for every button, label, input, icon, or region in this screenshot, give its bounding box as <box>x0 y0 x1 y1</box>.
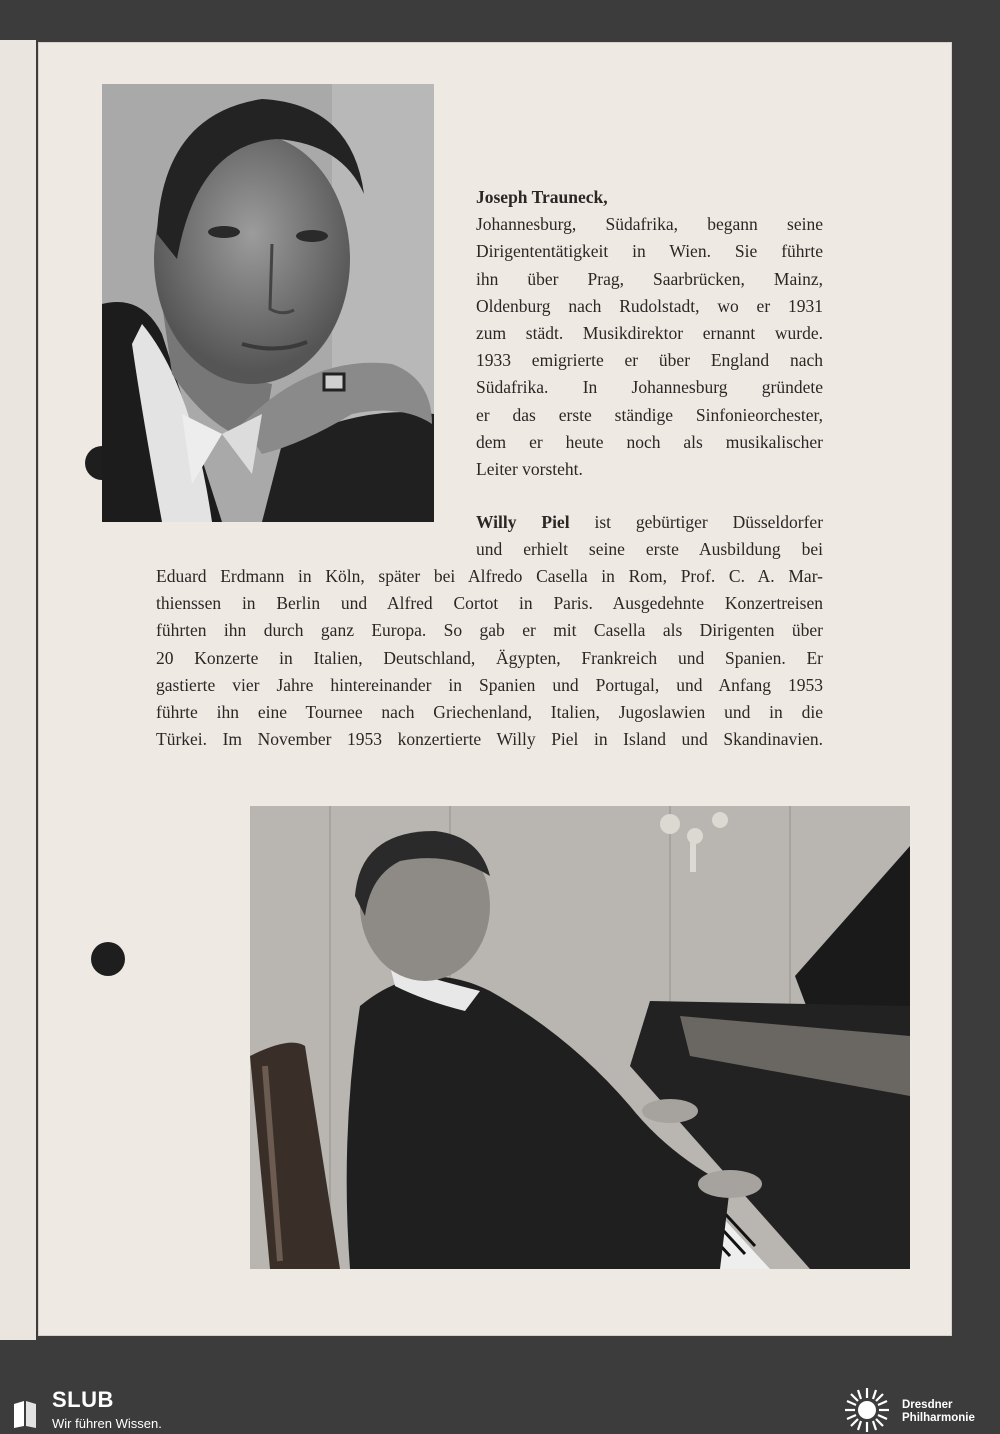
bio-trauneck-line: dem er heute noch als musikalischer <box>476 431 823 452</box>
bio-piel-first-line <box>476 509 823 536</box>
portrait-photo-trauneck <box>102 84 434 522</box>
bio-piel-line: thienssen in Berlin und Alfred Cortot in Paris. Ausgedehnte Konzertreisen <box>156 593 823 614</box>
dresdner-philharmonie-sunburst-icon[interactable] <box>842 1386 892 1434</box>
bio-trauneck <box>476 184 823 483</box>
left-page-edge <box>0 40 36 1340</box>
bio-piel-line: Eduard Erdmann in Köln, später bei Alfredo Casella in Rom, Prof. C. A. Mar- <box>156 566 823 586</box>
piano-scene-drawing <box>250 806 910 1269</box>
bio-trauneck-name: Joseph Trauneck, <box>476 187 608 207</box>
bio-piel-line: führte ihn eine Tournee nach Griechenland, Italien, Jugoslawien und in die <box>156 702 823 723</box>
partner-name[interactable] <box>902 1399 975 1425</box>
bio-piel-rest <box>156 563 823 753</box>
bio-trauneck-line: ihn über Prag, Saarbrücken, Mainz, <box>476 268 823 289</box>
bio-piel-line: gastierte vier Jahre hintereinander in Spanien und Portugal, und Anfang 1953 <box>156 674 823 695</box>
bio-piel-line: Türkei. Im November 1953 konzertierte Willy Piel in Island und Skandinavien. <box>156 729 823 750</box>
bio-trauneck-line: zum städt. Musikdirektor ernannt wurde. <box>476 323 823 344</box>
bio-trauneck-line: Dirigententätigkeit in Wien. Sie führte <box>476 241 823 262</box>
bio-trauneck-line: 1933 emigrierte er über England nach <box>476 350 823 371</box>
bio-piel-top <box>476 509 823 563</box>
bio-piel-line: und erhielt seine erste Ausbildung bei <box>476 539 823 560</box>
bio-piel-line: führten ihn durch ganz Europa. So gab er mit Casella als Dirigenten über <box>156 620 823 641</box>
partner-name-line2: Philharmonie <box>902 1412 975 1424</box>
photo-piel-at-piano <box>250 806 910 1269</box>
punch-hole-bottom <box>91 942 125 976</box>
slub-brand[interactable]: SLUB <box>52 1387 114 1412</box>
bio-piel-name: Willy Piel <box>476 512 570 532</box>
bio-trauneck-line: Südafrika. In Johannesburg gründete <box>476 377 823 398</box>
bio-piel-line: 20 Konzerte in Italien, Deutschland, Ägypten, Frankreich und Spanien. Er <box>156 647 823 668</box>
slub-tagline: Wir führen Wissen. <box>52 1416 162 1431</box>
bio-trauneck-line: Leiter vorsteht. <box>476 459 583 480</box>
partner-name-line1: Dresdner <box>902 1399 953 1411</box>
bio-trauneck-line: Oldenburg nach Rudolstadt, wo er 1931 <box>476 295 823 316</box>
bio-trauneck-line: er das erste ständige Sinfonieorchester, <box>476 404 823 425</box>
bio-piel-first-line-rest: ist gebürtiger Düsseldorfer <box>594 512 824 532</box>
portrait-drawing <box>102 84 434 522</box>
bio-trauneck-line: Johannesburg, Südafrika, begann seine <box>476 214 823 235</box>
slub-book-icon[interactable] <box>12 1400 38 1428</box>
